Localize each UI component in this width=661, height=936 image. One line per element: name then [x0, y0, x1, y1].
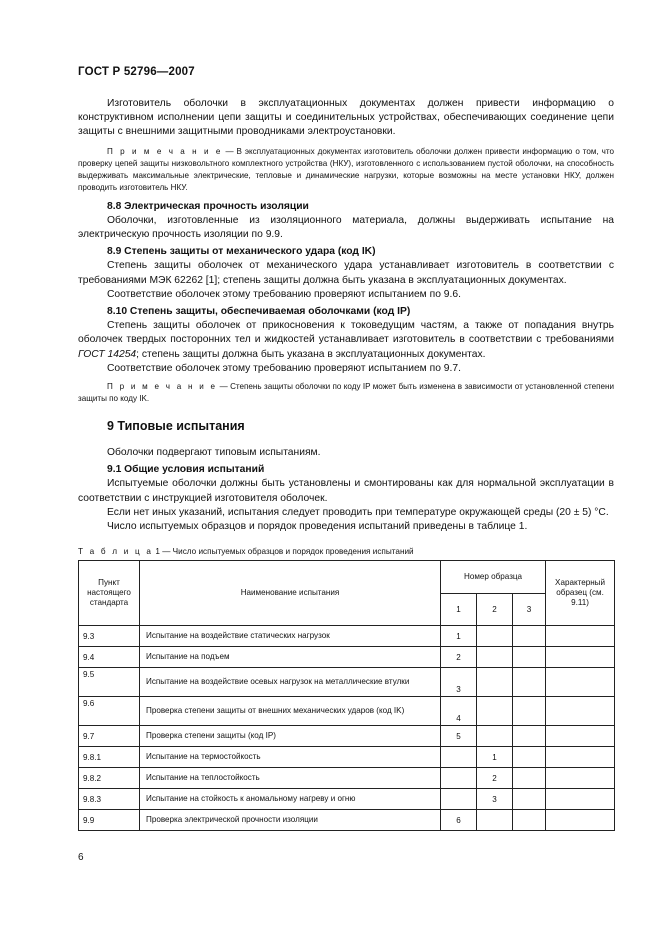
- note-text: — Степень защиты оболочки по коду IP может быть изменена в зависимости от установленной степени защиты по коду IK.: [78, 382, 614, 404]
- sample-3-cell: [513, 647, 546, 668]
- header-clause: Пункт настоящего стандарта: [79, 561, 140, 626]
- sample-2-cell: [477, 626, 513, 647]
- sample-3-cell: [513, 768, 546, 789]
- table-row: [79, 810, 615, 831]
- note-label: П р и м е ч а н и е: [107, 382, 218, 392]
- clause-cell: 9.8.1: [79, 747, 140, 768]
- sample-2-cell: [477, 668, 513, 697]
- table-row: [79, 726, 615, 747]
- paragraph: Число испытуемых образцов и порядок проведения испытаний приведены в таблице 1.: [107, 521, 528, 533]
- test-name-cell: Испытание на стойкость к аномальному нагреву и огню: [140, 789, 441, 810]
- sample-1-cell: 3: [441, 668, 477, 697]
- table-row: [79, 768, 615, 789]
- paragraph: Соответствие оболочек этому требованию проверяют испытанием по 9.7.: [107, 362, 461, 374]
- table-body: [79, 626, 615, 831]
- clause-cell: 9.3: [79, 626, 140, 647]
- page-content: [78, 97, 614, 831]
- page-number: 6: [78, 852, 84, 863]
- characteristic-cell: [546, 668, 615, 697]
- sample-1-cell: 5: [441, 726, 477, 747]
- test-name-cell: Проверка степени защиты (код IP): [140, 726, 441, 747]
- test-name-cell: Испытание на воздействие статических нагрузок: [140, 626, 441, 647]
- header-characteristic-sample: Характерный образец (см. 9.11): [546, 561, 615, 626]
- characteristic-cell: [546, 789, 615, 810]
- sample-3-cell: [513, 668, 546, 697]
- sample-3-cell: [513, 697, 546, 726]
- sample-1-cell: [441, 768, 477, 789]
- note: [78, 146, 614, 194]
- header-test-name: Наименование испытания: [140, 561, 441, 626]
- sample-1-cell: 6: [441, 810, 477, 831]
- paragraph: Соответствие оболочек этому требованию проверяют испытанием по 9.6.: [107, 288, 461, 300]
- note-label: П р и м е ч а н и е: [107, 146, 223, 156]
- sample-1-cell: [441, 789, 477, 810]
- clause-cell: 9.5: [79, 668, 140, 697]
- table-row: [79, 626, 615, 647]
- clause-cell: 9.6: [79, 697, 140, 726]
- clause-cell: 9.8.2: [79, 768, 140, 789]
- text-run: ; степень защиты должна быть указана в эксплуатационных документах.: [136, 348, 486, 360]
- paragraph: Изготовитель оболочки в эксплуатационных документах должен привести информацию о конструктивном исполнении цепи защиты и соединительных устройствах, обеспечивающих соединение цепи защиты с внешними защитными проводниками электроустановки.: [78, 98, 614, 138]
- sample-2-cell: [477, 810, 513, 831]
- characteristic-cell: [546, 726, 615, 747]
- header-sample-3: 3: [513, 593, 546, 626]
- sample-3-cell: [513, 726, 546, 747]
- table-row: [79, 747, 615, 768]
- test-name-cell: Испытание на термостойкость: [140, 747, 441, 768]
- test-name-cell: Проверка электрической прочности изоляции: [140, 810, 441, 831]
- sample-1-cell: 4: [441, 697, 477, 726]
- clause-cell: 9.4: [79, 647, 140, 668]
- header-sample-number: Номер образца: [441, 561, 546, 594]
- sample-3-cell: [513, 626, 546, 647]
- characteristic-cell: [546, 747, 615, 768]
- paragraph: Если нет иных указаний, испытания следует проводить при температуре окружающей среды (20 ± 5) °С.: [107, 506, 609, 518]
- paragraph: [78, 319, 614, 362]
- section-heading-9: 9 Типовые испытания: [107, 419, 245, 434]
- test-name-cell: Испытание на воздействие осевых нагрузок на металлические втулки: [140, 668, 441, 697]
- sample-2-cell: 3: [477, 789, 513, 810]
- table-caption-label: Т а б л и ц а: [78, 547, 154, 557]
- sample-3-cell: [513, 810, 546, 831]
- sample-2-cell: 2: [477, 768, 513, 789]
- sample-3-cell: [513, 789, 546, 810]
- header-sample-2: 2: [477, 593, 513, 626]
- sample-2-cell: [477, 726, 513, 747]
- note: [78, 381, 614, 405]
- paragraph: Оболочки подвергают типовым испытаниям.: [107, 447, 321, 459]
- sample-3-cell: [513, 747, 546, 768]
- clause-cell: 9.8.3: [79, 789, 140, 810]
- characteristic-cell: [546, 697, 615, 726]
- characteristic-cell: [546, 647, 615, 668]
- characteristic-cell: [546, 768, 615, 789]
- table-row: [79, 789, 615, 810]
- characteristic-cell: [546, 626, 615, 647]
- sample-2-cell: [477, 697, 513, 726]
- section-heading-8-10: 8.10 Степень защиты, обеспечиваемая оболочками (код IP): [107, 306, 411, 318]
- test-name-cell: Испытание на подъем: [140, 647, 441, 668]
- paragraph: Испытуемые оболочки должны быть установлены и смонтированы как для нормальной эксплуатации в соответствии с инструкцией изготовителя оболочек.: [78, 478, 614, 504]
- table-row: [79, 647, 615, 668]
- standard-reference: ГОСТ 14254: [78, 348, 137, 360]
- test-name-cell: Проверка степени защиты от внешних механических ударов (код IK): [140, 697, 441, 726]
- paragraph: Оболочки, изготовленные из изоляционного материала, должны выдерживать испытание на электрическую прочность изоляции по 9.9.: [78, 214, 614, 241]
- paragraph: Степень защиты оболочек от механического удара устанавливает изготовитель в соответствии с требованиями МЭК 62262 [1]; степень защиты должна быть указана в эксплуатационных документах.: [78, 260, 614, 286]
- text-run: Степень защиты оболочек от прикосновения к токоведущим частям, а также от попадания внутрь оболочек твердых посторонних тел и жидкостей устанавливает изготовитель в соответствии с требованиями: [78, 320, 614, 346]
- sample-1-cell: 2: [441, 647, 477, 668]
- characteristic-cell: [546, 810, 615, 831]
- sample-2-cell: [477, 647, 513, 668]
- note-text: — В эксплуатационных документах изготовитель оболочки должен привести информацию о том, что проверку цепей защиты низковольтного комплектного устройства (НКУ), изготовленного с использованием пустой оболочки, на способность выдерживать максимальные электрические, тепловые и динамические нагрузки, которые возможны на месте установки НКУ, должен проводить изготовитель НКУ.: [78, 146, 615, 192]
- table-caption-text: 1 — Число испытуемых образцов и порядок проведения испытаний: [153, 547, 414, 557]
- section-heading-9-1: 9.1 Общие условия испытаний: [107, 464, 265, 476]
- header-sample-1: 1: [441, 593, 477, 626]
- clause-cell: 9.7: [79, 726, 140, 747]
- table-row: [79, 668, 615, 697]
- test-name-cell: Испытание на теплостойкость: [140, 768, 441, 789]
- table-caption: [78, 546, 614, 557]
- section-heading-8-8: 8.8 Электрическая прочность изоляции: [107, 200, 309, 212]
- sample-1-cell: 1: [441, 626, 477, 647]
- sample-2-cell: 1: [477, 747, 513, 768]
- document-header: ГОСТ Р 52796—2007: [78, 66, 195, 78]
- section-heading-8-9: 8.9 Степень защиты от механического удара (код IK): [107, 246, 376, 258]
- clause-cell: 9.9: [79, 810, 140, 831]
- tests-table: [78, 560, 615, 831]
- sample-1-cell: [441, 747, 477, 768]
- table-row: [79, 697, 615, 726]
